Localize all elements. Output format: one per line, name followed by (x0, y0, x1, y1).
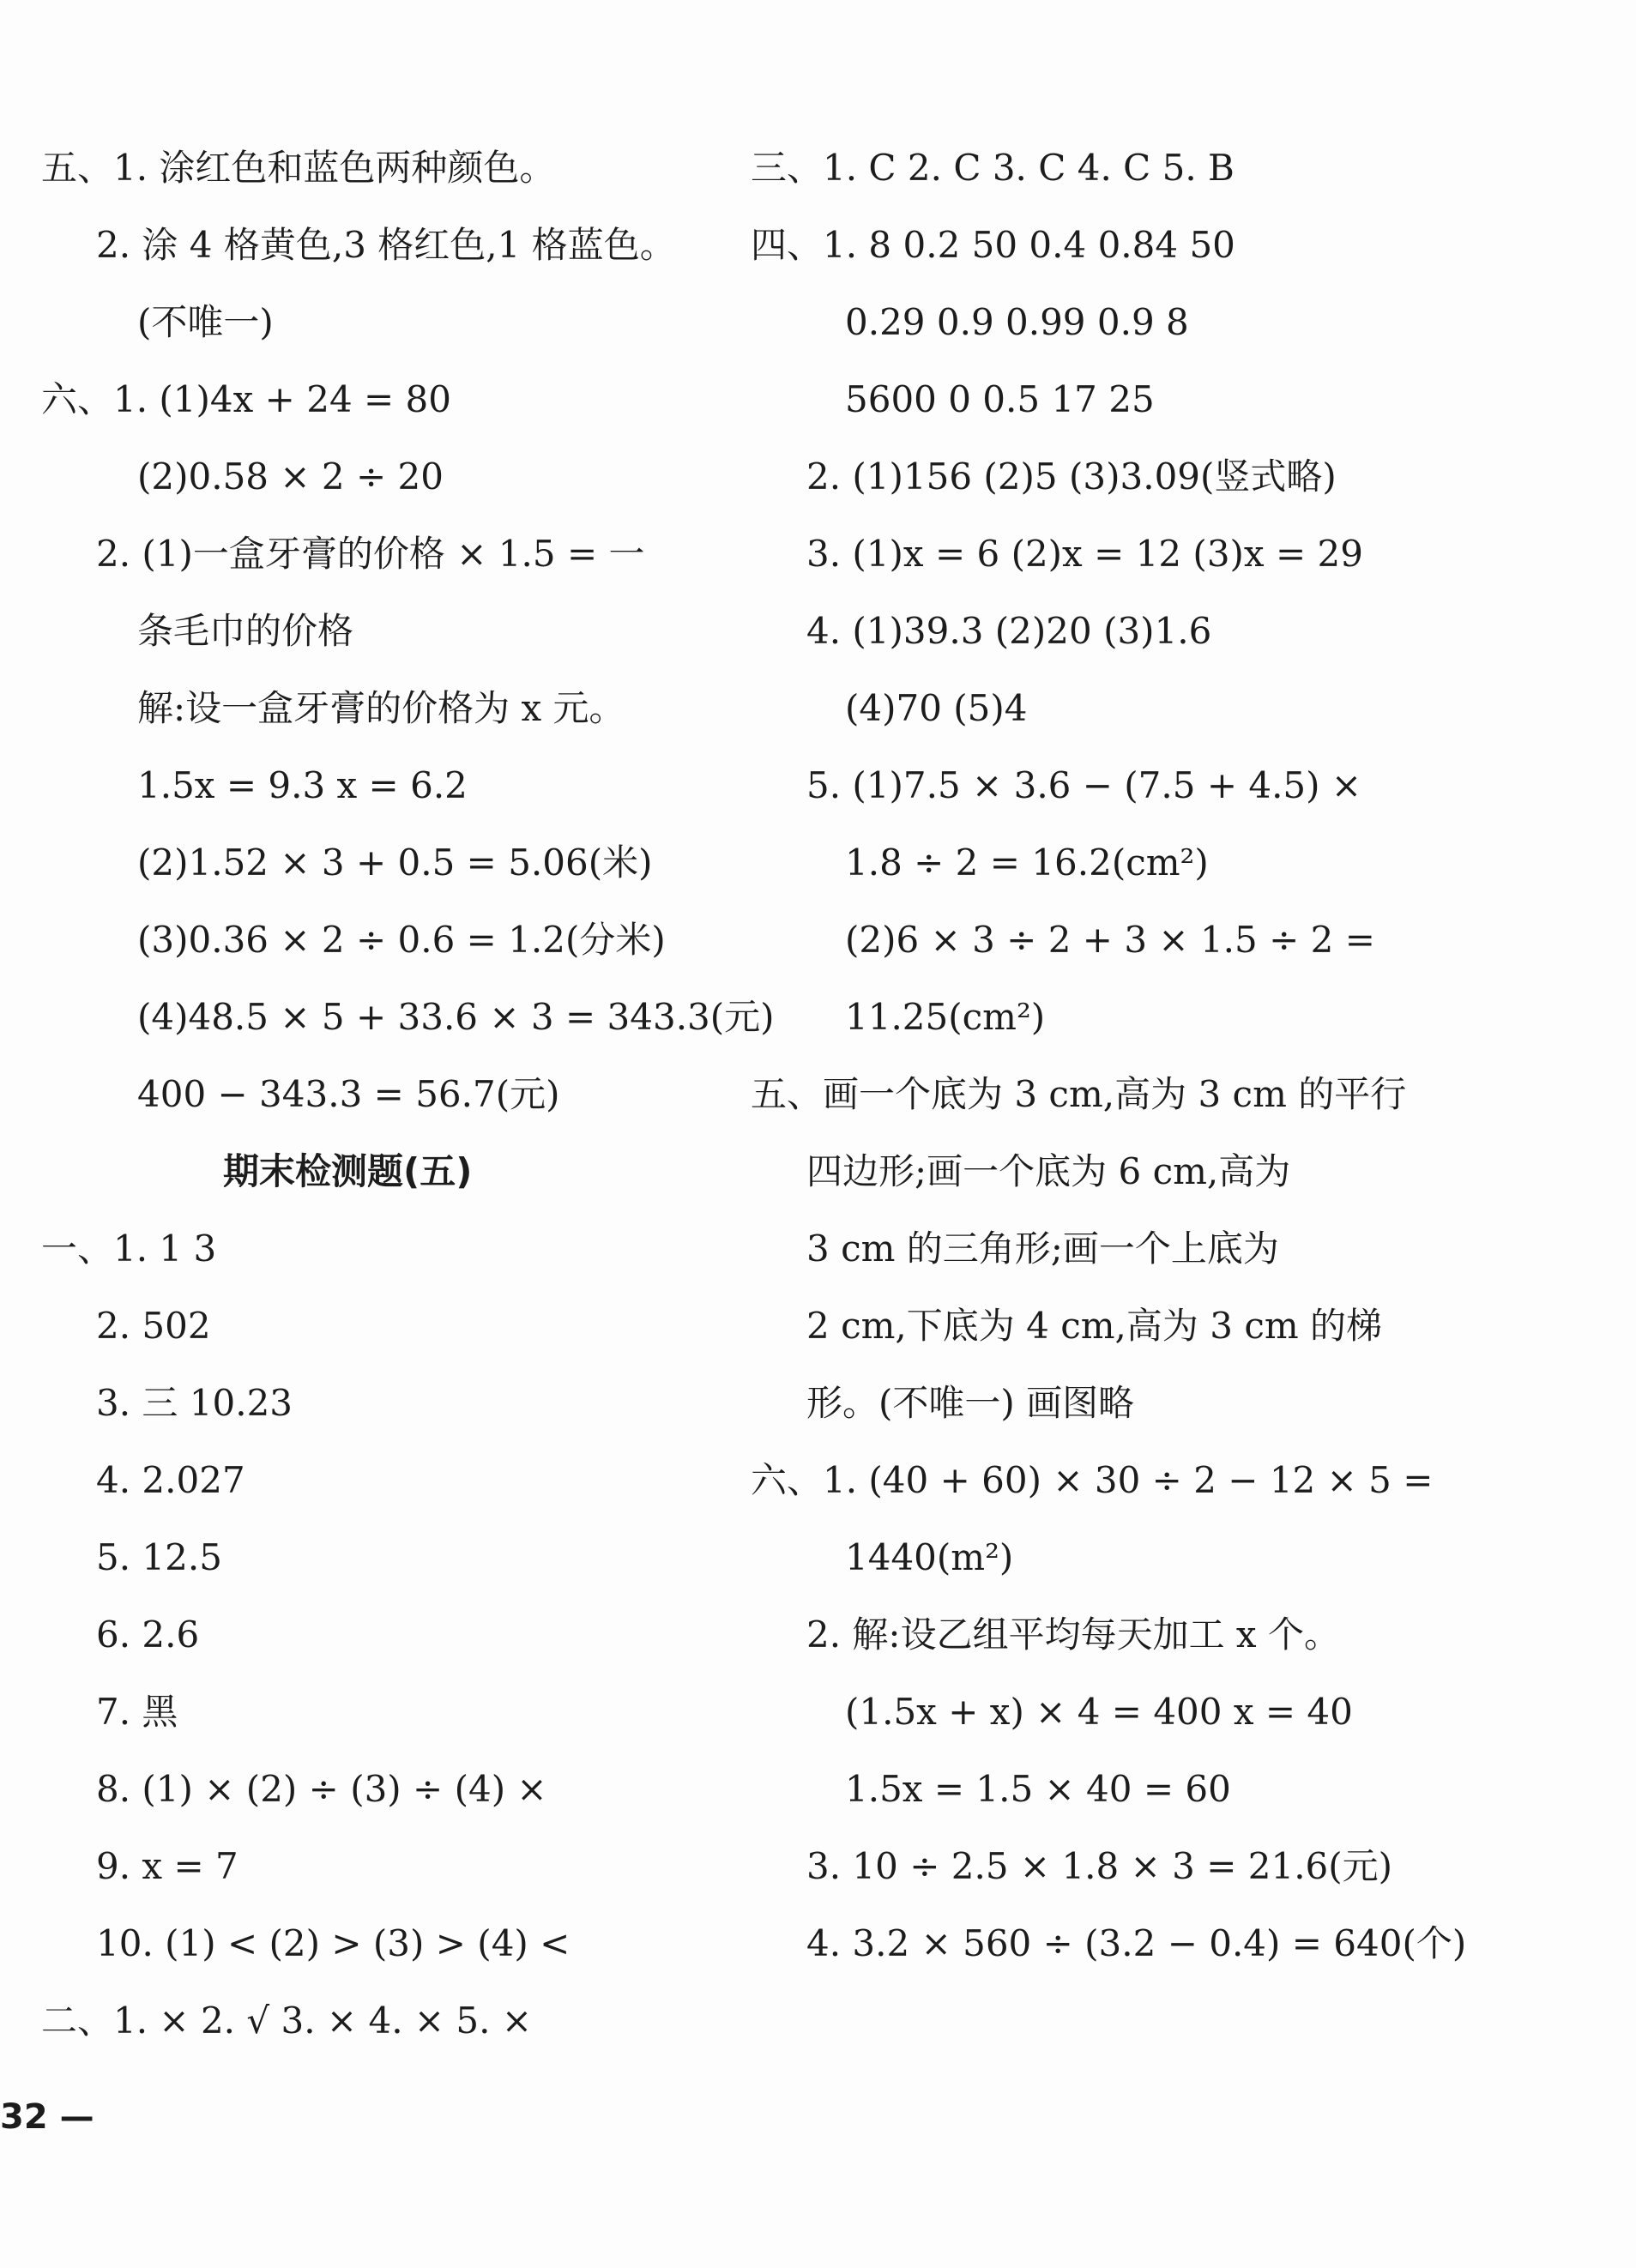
answer-line: 9. x = 7 (96, 1845, 238, 1887)
answer-line: 六、1. (40 + 60) × 30 ÷ 2 − 12 × 5 = (751, 1459, 1434, 1501)
answer-line: 4. 3.2 × 560 ÷ (3.2 − 0.4) = 640(个) (806, 1922, 1467, 1964)
answer-line: 3. 10 ÷ 2.5 × 1.8 × 3 = 21.6(元) (806, 1845, 1393, 1887)
answer-line: 1.5x = 1.5 × 40 = 60 (845, 1768, 1231, 1810)
page-number: 32 — (0, 2097, 94, 2137)
answer-line: 400 − 343.3 = 56.7(元) (137, 1073, 560, 1115)
answer-line: 五、画一个底为 3 cm,高为 3 cm 的平行 (751, 1073, 1407, 1115)
answer-line: 0.29 0.9 0.99 0.9 8 (845, 301, 1189, 343)
answer-line: (不唯一) (137, 301, 274, 343)
answer-line: 3. (1)x = 6 (2)x = 12 (3)x = 29 (806, 533, 1363, 575)
answer-line: (4)48.5 × 5 + 33.6 × 3 = 343.3(元) (137, 996, 775, 1038)
answer-line: 2 cm,下底为 4 cm,高为 3 cm 的梯 (806, 1305, 1383, 1347)
answer-line: 四边形;画一个底为 6 cm,高为 (806, 1150, 1291, 1192)
answer-line: (2)0.58 × 2 ÷ 20 (137, 455, 444, 498)
answer-line: 5600 0 0.5 17 25 (845, 378, 1155, 420)
answer-line: 一、1. 1 3 (41, 1227, 217, 1270)
answer-line: 2. 涂 4 格黄色,3 格红色,1 格蓝色。 (96, 224, 676, 266)
answer-line: 3 cm 的三角形;画一个上底为 (806, 1227, 1279, 1270)
section-heading: 期末检测题(五) (223, 1150, 473, 1192)
answer-line: 5. 12.5 (96, 1536, 222, 1578)
answer-line: 解:设一盒牙膏的价格为 x 元。 (137, 687, 625, 729)
answer-line: 8. (1) × (2) ÷ (3) ÷ (4) × (96, 1768, 547, 1810)
answer-line: 4. 2.027 (96, 1459, 245, 1501)
answer-line: (1.5x + x) × 4 = 400 x = 40 (845, 1691, 1353, 1733)
answer-line: 1.5x = 9.3 x = 6.2 (137, 764, 468, 806)
answer-line: 11.25(cm²) (845, 996, 1046, 1038)
answer-line: 5. (1)7.5 × 3.6 − (7.5 + 4.5) × (806, 764, 1362, 806)
answer-line: 2. (1)156 (2)5 (3)3.09(竖式略) (806, 455, 1337, 498)
answer-line: (2)6 × 3 ÷ 2 + 3 × 1.5 ÷ 2 = (845, 919, 1375, 961)
answer-line: 四、1. 8 0.2 50 0.4 0.84 50 (751, 224, 1235, 266)
answer-line: 形。(不唯一) 画图略 (806, 1382, 1135, 1424)
answer-line: 2. 解:设乙组平均每天加工 x 个。 (806, 1614, 1340, 1656)
answer-line: 1.8 ÷ 2 = 16.2(cm²) (845, 841, 1209, 884)
answer-line: 1440(m²) (845, 1536, 1014, 1578)
answer-line: 4. (1)39.3 (2)20 (3)1.6 (806, 610, 1212, 652)
answer-line: 2. 502 (96, 1305, 211, 1347)
answer-line: (4)70 (5)4 (845, 687, 1028, 729)
answer-line: 二、1. × 2. √ 3. × 4. × 5. × (41, 2000, 533, 2042)
answer-line: 六、1. (1)4x + 24 = 80 (41, 378, 451, 420)
answer-line: 3. 三 10.23 (96, 1382, 293, 1424)
answer-line: 三、1. C 2. C 3. C 4. C 5. B (751, 147, 1235, 189)
answer-line: 10. (1) < (2) > (3) > (4) < (96, 1922, 570, 1964)
answer-line: 条毛巾的价格 (137, 610, 354, 652)
answer-line: 2. (1)一盒牙膏的价格 × 1.5 = 一 (96, 533, 645, 575)
answer-line: 7. 黑 (96, 1691, 178, 1733)
answer-line: (3)0.36 × 2 ÷ 0.6 = 1.2(分米) (137, 919, 666, 961)
answer-line: 6. 2.6 (96, 1614, 200, 1656)
answer-line: (2)1.52 × 3 + 0.5 = 5.06(米) (137, 841, 653, 884)
answer-line: 五、1. 涂红色和蓝色两种颜色。 (41, 147, 556, 189)
